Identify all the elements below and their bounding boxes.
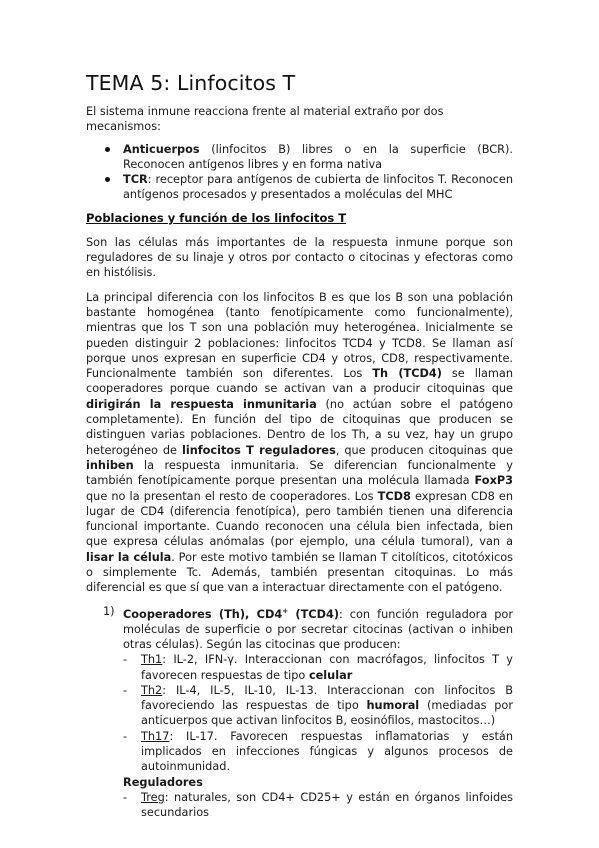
list-number: 1) [103, 604, 115, 618]
th-subtypes-list [123, 652, 513, 774]
regulators-heading: Reguladores [123, 775, 203, 789]
list-item [123, 142, 513, 173]
bullet-term: TCR [123, 173, 148, 187]
list-item [123, 172, 513, 203]
regulators-list [123, 790, 513, 821]
body-paragraph: Son las células más importantes de la respuesta inmune porque son reguladores de su linaje y otros por contacto o citocinas y efectoras como en histólisis. [86, 235, 513, 280]
list-item: - Th17: IL-17. Favorecen respuestas inflamatorias y están implicados en infecciones fúngicas y algunos procesos de autoinmunidad. [123, 729, 513, 774]
list-item [103, 604, 513, 821]
mechanisms-list [86, 142, 513, 203]
intro-paragraph: El sistema inmune reacciona frente al material extraño por dos mecanismos: [86, 105, 444, 134]
list-item: - Th2: IL-4, IL-5, IL-10, IL-13. Interaccionan con linfocitos B favoreciendo las respuestas de tipo humoral (mediadas por anticuerpos que activan linfocitos B, eosinófilos, mastocitos…) [123, 683, 513, 728]
body-paragraph: La principal diferencia con los linfocitos B es que los B son una población bastante homogénea (tanto fenotípicamente como funcionalmente), mientras que los T son una población muy heterogénea. Inicialmente se pueden distinguir 2 poblaciones: linfocitos TCD4 y TCD8. Se llaman así porque unos expresan en superficie CD4 y otros, CD8, respectivamente. Funcionalmente también son diferentes. Los Th (TCD4) se llaman cooperadores porque cuando se activan van a producir citoquinas que dirigirán la respuesta inmunitaria (no actúan sobre el patógeno completamente). En función del tipo de citoquinas que producen se distinguen varias poblaciones. Dentro de los Th, a su vez, hay un grupo heterogéneo de linfocitos T reguladores, que producen citoquinas que inhiben la respuesta inmunitaria. Se diferencian funcionalmente y también fenotípicamente porque presentan una molécula llamada FoxP3 que no la presentan el resto de cooperadores. Los TCD8 expresan CD8 en lugar de CD4 (diferencia fenotípica), pero también tienen una diferencia funcional importante. Cuando reconocen una célula bien infectada, bien que expresa células anómalas (por ejemplo, una célula tumoral), van a lisar la célula. Por este motivo también se llaman T citolíticos, citotóxicos o simplemente Tc. Además, también presentan citoquinas. Lo más diferencial es que sí que van a interactuar directamente con el patógeno. [86, 290, 513, 595]
list-item: - Th1: IL-2, IFN-γ. Interaccionan con macrófagos, linfocitos T y favorecen respuestas de tipo celular [123, 653, 513, 682]
numbered-list [86, 604, 513, 821]
page-title: TEMA 5: Linfocitos T [86, 71, 296, 95]
section-heading: Poblaciones y función de los linfocitos T [86, 210, 347, 225]
list-item: - Treg: naturales, son CD4+ CD25+ y están en órganos linfoides secundarios [123, 790, 513, 820]
bullet-text: (linfocitos B) libres o en la superficie (BCR). Reconocen antígenos libres y en forma nativa [123, 142, 513, 171]
list-item-text: Cooperadores (Th), CD4+ (TCD4): con función reguladora por moléculas de superficie o por secretar citocinas (activan o inhiben otras células). Según las citocinas que producen: [123, 606, 513, 651]
bullet-text: : receptor para antígenos de cubierta de linfocitos T. Reconocen antígenos procesados y presentados a moléculas del MHC [123, 173, 513, 202]
bullet-term: Anticuerpos [123, 142, 200, 156]
